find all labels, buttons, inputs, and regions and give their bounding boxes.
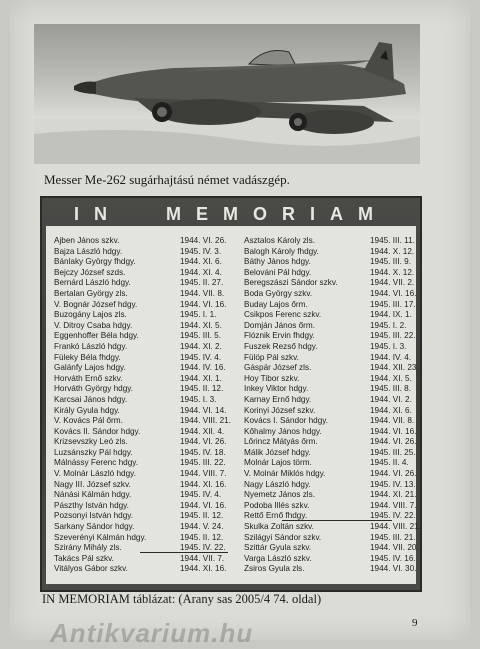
entry-name: Király Gyula hdgy. (54, 405, 120, 415)
entry-name: Málik József hdgy. (244, 447, 311, 457)
entry-name: Ajben János szkv. (54, 236, 120, 245)
entry-name: Balogh Károly fhdgy. (244, 246, 319, 256)
entry-name: V. Molnár Miklós hdgy. (244, 469, 326, 479)
entry-name: Skulka Zoltán szkv. (244, 522, 314, 532)
memoriam-entry (54, 310, 236, 321)
memoriam-entry (54, 406, 236, 417)
entry-date: 1944. X. 12. (370, 246, 415, 256)
entry-name: Kovács I. Sándor hdgy. (244, 416, 329, 426)
entry-date: 1944. VI. 26. (370, 469, 417, 479)
entry-name: Nagy III. József szkv. (54, 479, 131, 489)
memoriam-entry (244, 384, 426, 395)
entry-name: Eggenhoffer Béla hdgy. (54, 331, 139, 341)
memoriam-entry (244, 543, 426, 554)
memoriam-entry (244, 469, 426, 480)
memoriam-entry (244, 374, 426, 385)
entry-name: Málnássy Ferenc hdgy. (54, 458, 139, 468)
memoriam-entry (54, 490, 236, 501)
memoriam-entry (54, 416, 236, 427)
entry-date: 1944. VI. 16. (370, 426, 417, 436)
entry-date: 1944. VII. 20. (370, 543, 419, 553)
entry-date: 1945. III. 22. (370, 331, 416, 341)
me262-jet-illustration (34, 24, 420, 164)
entry-name: V. Molnár László hdgy. (54, 469, 136, 479)
entry-name: Nyemetz János zls. (244, 490, 315, 500)
book-page (10, 0, 470, 648)
entry-name: Bánlaky György fhdgy. (54, 257, 136, 267)
entry-name: Frankó László hdgy. (54, 341, 128, 351)
entry-name: Molnár Lajos törm. (244, 458, 312, 468)
memoriam-entry (54, 300, 236, 311)
entry-date: 1945. II. 12. (180, 384, 224, 394)
entry-name: Bajza László hdgy. (54, 246, 123, 256)
entry-date: 1944. VI. 26. (370, 437, 417, 447)
entry-date: 1944. XI. 5. (370, 373, 412, 383)
names-column-left (54, 236, 236, 575)
entry-date: 1944. VI. 16. (180, 299, 227, 309)
memoriam-entry (244, 236, 426, 247)
entry-name: Boda György szkv. (244, 288, 313, 298)
memoriam-entry (54, 363, 236, 374)
memoriam-entry (244, 564, 426, 575)
entry-name: Füleky Béla fhdgy. (54, 352, 121, 362)
memoriam-entry (54, 469, 236, 480)
entry-name: Galánfy Lajos hdgy. (54, 363, 126, 373)
entry-date: 1945. IV. 4. (180, 490, 222, 500)
memoriam-entry (54, 384, 236, 395)
pencil-underline (140, 552, 228, 553)
entry-date: 1944. XI. 1. (180, 373, 222, 383)
memoriam-entry (244, 363, 426, 374)
memoriam-entry (244, 353, 426, 364)
entry-date: 1944. VI. 16. (180, 500, 227, 510)
memoriam-entry (54, 257, 236, 268)
memoriam-entry (54, 427, 236, 438)
entry-date: 1945. III. 5. (180, 331, 221, 341)
entry-date: 1944. XI. 5. (180, 320, 222, 330)
entry-date: 1944. VII. 7. (180, 553, 225, 563)
memoriam-entry (244, 300, 426, 311)
entry-date: 1944. VI. 26. (180, 236, 227, 245)
entry-date: 1944. VI. 14. (180, 405, 227, 415)
memoriam-entry (244, 501, 426, 512)
entry-date: 1945. I. 1. (180, 310, 217, 320)
entry-date: 1944. XI. 6. (180, 257, 222, 267)
entry-name: Takács Pál szkv. (54, 553, 114, 563)
entry-date: 1944. VI. 16. (370, 288, 417, 298)
entry-date: 1944. VI. 30. (370, 564, 417, 574)
entry-name: Korinyi József szkv. (244, 405, 316, 415)
entry-name: Zsiros Gyula zls. (244, 564, 305, 574)
entry-date: 1945. IV. 22. (370, 511, 416, 521)
entry-date: 1945. IV. 13. (370, 479, 416, 489)
entry-name: Gáspár József zls. (244, 363, 312, 373)
memoriam-entry (244, 406, 426, 417)
memoriam-entry (54, 278, 236, 289)
entry-date: 1944. XI. 2. (180, 341, 222, 351)
memoriam-entry (54, 374, 236, 385)
memoriam-entry (244, 395, 426, 406)
entry-name: Bertalan György zls. (54, 288, 128, 298)
entry-name: Fuszek Rezső hdgy. (244, 341, 318, 351)
entry-name: Nánási Kálmán hdgy. (54, 490, 132, 500)
memoriam-entry (54, 501, 236, 512)
memoriam-entry (54, 321, 236, 332)
memoriam-entry (244, 321, 426, 332)
memoriam-entry (244, 331, 426, 342)
entry-name: Pozsonyi István hdgy. (54, 511, 134, 521)
table-caption: IN MEMORIAM táblázat: (Arany sas 2005/4 74. oldal) (42, 592, 322, 606)
memoriam-entry (54, 564, 236, 575)
entry-date: 1944. XI. 6. (370, 405, 412, 415)
page-number: 9 (412, 617, 418, 629)
entry-name: Asztalos Károly zls. (244, 236, 315, 245)
entry-name: Varga László szkv. (244, 553, 312, 563)
memoriam-entry (54, 458, 236, 469)
memoriam-entry (244, 310, 426, 321)
memoriam-entry (54, 342, 236, 353)
board-title: IN MEMORIAM (74, 204, 388, 224)
entry-date: 1945. II. 12. (180, 511, 224, 521)
entry-date: 1945. IV. 18. (180, 447, 226, 457)
entry-date: 1944. IV. 16. (180, 363, 226, 373)
entry-date: 1944. VII. 8. (370, 416, 415, 426)
entry-name: V. Kovács Pál őrm. (54, 416, 123, 426)
memoriam-board (40, 196, 422, 592)
entry-date: 1945. IV. 22. (180, 543, 226, 553)
memoriam-entry (244, 278, 426, 289)
entry-date: 1944. VI. 26. (180, 437, 227, 447)
entry-date: 1945. III. 9. (370, 257, 411, 267)
entry-name: Belováni Pál hdgy. (244, 267, 312, 277)
entry-name: Szeverényi Kálmán hdgy. (54, 532, 147, 542)
memoriam-entry (244, 247, 426, 258)
entry-date: 1945. II. 27. (180, 278, 224, 288)
board-list-area (46, 226, 421, 584)
memoriam-entry (244, 554, 426, 565)
entry-date: 1944. XI. 4. (180, 267, 222, 277)
entry-date: 1944. VIII. 21. (370, 522, 421, 532)
entry-date: 1945. III. 11. (370, 236, 415, 245)
entry-date: 1945. II. 12. (180, 532, 224, 542)
entry-name: V. Bognár József hdgy. (54, 299, 138, 309)
memoriam-entry (244, 458, 426, 469)
entry-date: 1944. VIII. 7. (370, 500, 417, 510)
entry-name: Báthy János hdgy. (244, 257, 311, 267)
entry-date: 1944. VIII. 7. (180, 469, 227, 479)
entry-date: 1944. XII. 4. (180, 426, 225, 436)
entry-name: Buzogány Lajos zls. (54, 310, 127, 320)
memoriam-entry (54, 268, 236, 279)
entry-name: Karcsai János hdgy. (54, 394, 128, 404)
entry-name: Luzsánszky Pál hdgy. (54, 447, 133, 457)
entry-name: Karnay Ernő hdgy. (244, 394, 312, 404)
entry-date: 1945. III. 22. (180, 458, 226, 468)
memoriam-entry (54, 289, 236, 300)
entry-date: 1944. VII. 8. (180, 288, 225, 298)
entry-date: 1945. IV. 4. (180, 352, 222, 362)
entry-name: Inkey Viktor hdgy. (244, 384, 309, 394)
entry-name: Csikpos Ferenc szkv. (244, 310, 322, 320)
entry-name: Szirány Mihály zls. (54, 543, 122, 553)
photo-caption: Messer Me-262 sugárhajtású német vadászgép. (44, 172, 290, 187)
entry-name: Sarkany Sándor hdgy. (54, 522, 135, 532)
entry-date: 1944. V. 24. (180, 522, 224, 532)
memoriam-entry (54, 395, 236, 406)
entry-name: Vitályos Gábor szkv. (54, 564, 128, 574)
entry-date: 1944. XII. 23. (370, 363, 419, 373)
entry-name: Horváth Ernő szkv. (54, 373, 123, 383)
pencil-underline (282, 520, 392, 521)
memoriam-entry (244, 490, 426, 501)
entry-date: 1945. I. 3. (180, 394, 217, 404)
memoriam-entry (54, 331, 236, 342)
memoriam-entry (54, 247, 236, 258)
memoriam-entry (54, 236, 236, 247)
aircraft-photo (34, 24, 420, 164)
entry-date: 1945. III. 25. (370, 447, 416, 457)
entry-date: 1944. XI. 21. (370, 490, 417, 500)
entry-name: Beregszászi Sándor szkv. (244, 278, 338, 288)
entry-date: 1944. XI. 16. (180, 479, 227, 489)
memoriam-entry (54, 533, 236, 544)
entry-name: V. Ditroy Csaba hdgy. (54, 320, 133, 330)
entry-name: Szittár Gyula szkv. (244, 543, 312, 553)
memoriam-entry (244, 448, 426, 459)
memoriam-entry (244, 522, 426, 533)
entry-date: 1945. IV. 3. (180, 246, 222, 256)
entry-date: 1944. IV. 4. (370, 352, 412, 362)
memoriam-entry (54, 480, 236, 491)
memoriam-entry (54, 353, 236, 364)
memoriam-entry (244, 257, 426, 268)
memoriam-entry (54, 554, 236, 565)
entry-date: 1945. I. 2. (370, 320, 407, 330)
entry-name: Lőrincz Mátyás őrm. (244, 437, 318, 447)
entry-date: 1944. VI. 2. (370, 394, 412, 404)
entry-name: Krizsevszky Leó zls. (54, 437, 128, 447)
entry-name: Buday Lajos őrm. (244, 299, 308, 309)
entry-name: Hoy Tibor szkv. (244, 373, 300, 383)
entry-name: Szilágyi Sándor szkv. (244, 532, 322, 542)
memoriam-entry (244, 416, 426, 427)
entry-name: Pászthy István hdgy. (54, 500, 129, 510)
entry-name: Bejczy József szds. (54, 267, 126, 277)
memoriam-entry (244, 437, 426, 448)
memoriam-entry (244, 533, 426, 544)
entry-name: Kovács II. Sándor hdgy. (54, 426, 141, 436)
entry-date: 1945. III. 21. (370, 532, 416, 542)
memoriam-entry (244, 268, 426, 279)
memoriam-entry (244, 342, 426, 353)
entry-date: 1945. II. 4. (370, 458, 409, 468)
entry-date: 1945. III. 8. (370, 384, 411, 394)
entry-name: Horváth György hdgy. (54, 384, 134, 394)
entry-date: 1945. IV. 16. (370, 553, 416, 563)
entry-name: Flóznik Ervin fhdgy. (244, 331, 315, 341)
memoriam-entry (54, 522, 236, 533)
memoriam-entry (244, 427, 426, 438)
entry-date: 1945. III. 17. (370, 299, 416, 309)
entry-date: 1944. VII. 2. (370, 278, 415, 288)
entry-date: 1945. I. 3. (370, 341, 407, 351)
watermark-logo: Antikvarium.hu (50, 618, 254, 648)
names-column-right (244, 236, 426, 575)
memoriam-entry (54, 437, 236, 448)
entry-name: Podoba Illés szkv. (244, 500, 310, 510)
memoriam-entry (54, 511, 236, 522)
entry-name: Kőhalmy János hdgy. (244, 426, 322, 436)
entry-name: Domján János őrm. (244, 320, 315, 330)
entry-date: 1944. IX. 1. (370, 310, 412, 320)
entry-name: Nagy László hdgy. (244, 479, 311, 489)
entry-name: Bernárd László hdgy. (54, 278, 131, 288)
memoriam-entry (244, 289, 426, 300)
entry-name: Rettő Ernő fhdgy. (244, 511, 308, 521)
entry-name: Fülöp Pál szkv. (244, 352, 299, 362)
entry-date: 1944. VIII. 21. (180, 416, 231, 426)
memoriam-entry (244, 480, 426, 491)
memoriam-entry (54, 448, 236, 459)
entry-date: 1944. XI. 16. (180, 564, 227, 574)
entry-date: 1944. X. 12. (370, 267, 415, 277)
